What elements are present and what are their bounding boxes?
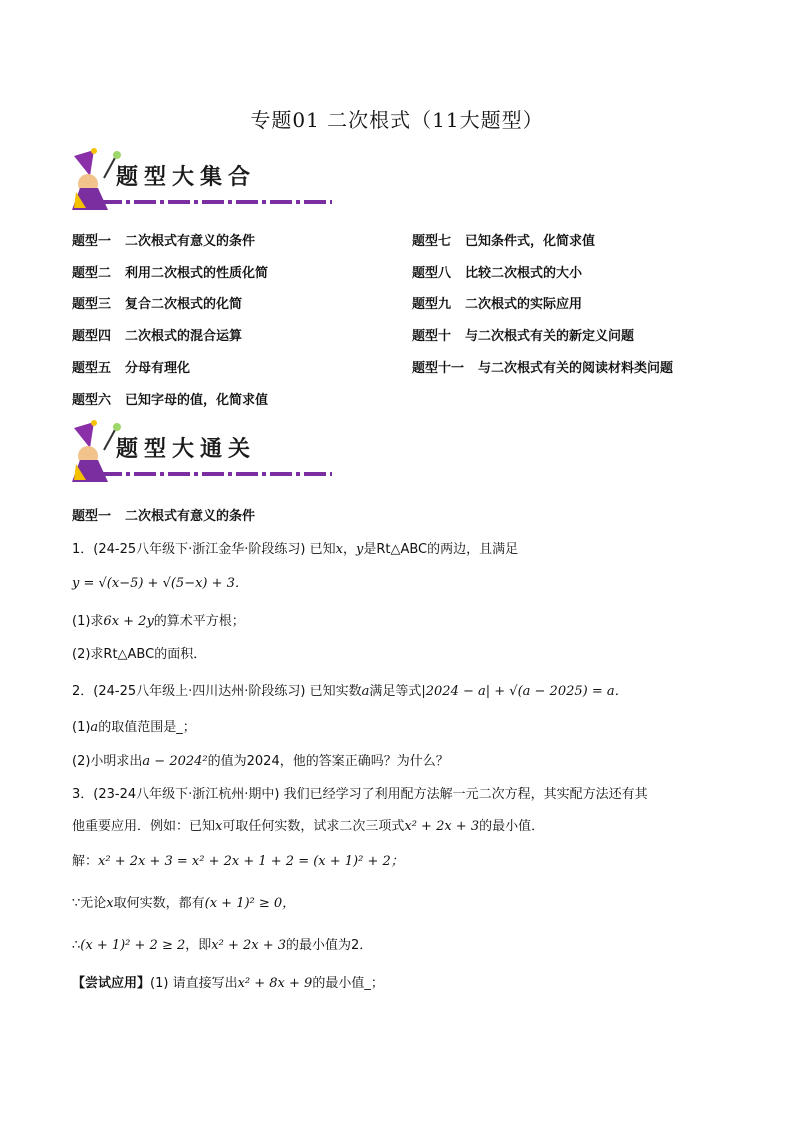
type-item[interactable]: 题型四 二次根式的混合运算 [72,329,243,344]
type-item[interactable]: 题型十 与二次根式有关的新定义问题 [412,329,635,344]
banner-title: 题型大集合 [116,164,257,190]
section-heading: 题型一 二次根式有意义的条件 [72,509,256,524]
type-item[interactable]: 题型三 复合二次根式的化简 [72,297,243,312]
type-item[interactable]: 题型九 二次根式的实际应用 [412,297,583,312]
type-item[interactable]: 题型八 比较二次根式的大小 [412,266,583,281]
q1-equation: y = √(x−5) + √(5−x) + 3． [72,576,248,591]
q1-part1: (1)求6x + 2y的算术平方根； [72,614,245,629]
banner-type-collection [64,148,304,218]
q2-stem: 2．(24-25八年级上·四川达州·阶段练习) 已知实数a满足等式|2024 − a| + √(a − 2025) = a． [72,684,628,699]
q3-because: ∵无论x取何实数，都有(x + 1)² ≥ 0， [72,896,296,911]
banner-underline [100,200,332,204]
q3-line1: 3．(23-24八年级下·浙江杭州·期中) 我们已经学习了利用配方法解一元二次方程，其实配方法还有其 [72,787,648,802]
type-item[interactable]: 题型二 利用二次根式的性质化简 [72,266,269,281]
type-item[interactable]: 题型七 已知条件式，化简求值 [412,234,596,249]
q3-therefore: ∴(x + 1)² + 2 ≥ 2，即x² + 2x + 3的最小值为2． [72,938,373,953]
q3-line2: 他重要应用．例如：已知x可取任何实数，试求二次三项式x² + 2x + 3的最小值． [72,819,545,834]
type-item[interactable]: 题型十一 与二次根式有关的阅读材料类问题 [412,361,674,376]
banner-underline [100,472,332,476]
q3-try-application: 【尝试应用】(1) 请直接写出x² + 8x + 9的最小值_； [72,976,384,991]
wizard-icon [64,148,124,214]
wizard-icon [64,420,124,486]
banner-title: 题型大通关 [116,436,257,462]
banner-type-practice [64,420,304,490]
q2-part2: (2)小明求出a − 2024²的值为2024，他的答案正确吗？为什么？ [72,754,449,769]
q3-solution: 解：x² + 2x + 3 = x² + 2x + 1 + 2 = (x + 1)² + 2； [72,854,404,869]
q2-part1: (1)a的取值范围是_； [72,720,196,735]
type-item[interactable]: 题型六 已知字母的值，化简求值 [72,393,269,408]
q1-part2: (2)求Rt△ABC的面积． [72,647,207,662]
type-item[interactable]: 题型五 分母有理化 [72,361,191,376]
type-item[interactable]: 题型一 二次根式有意义的条件 [72,234,256,249]
page-title: 专题01 二次根式（11大题型） [250,108,544,132]
q1-stem: 1．(24-25八年级下·浙江金华·阶段练习) 已知x，y是Rt△ABC的两边，且满足 [72,542,519,557]
